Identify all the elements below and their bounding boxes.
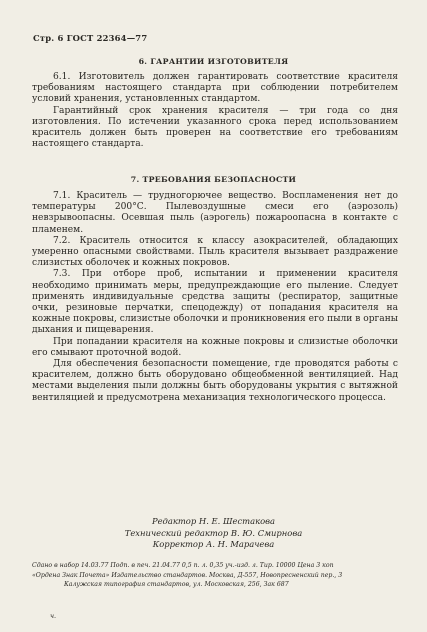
credit-role: Редактор <box>151 516 197 526</box>
credit-name: Н. Е. Шестакова <box>198 516 276 526</box>
credit-name: А. Н. Марачева <box>205 539 275 550</box>
section-6-body <box>32 72 398 150</box>
editorial-credits <box>0 516 427 551</box>
imprint-line: Калужская типография стандартов, ул. Московская, 256, Зак 687 <box>64 581 289 589</box>
paragraph: 7.3. При отборе проб, испытании и применении красителя необходимо принимать меры, предупреждающие его пыление. Следует применять индивидуальные средства защиты (респиратор, защитные очки, резиновые перчатки, спецодежду) от попадания красителя на кожные покровы, слизистые оболочки и проникновения его пыли в органы дыхания и пищеварения. <box>32 269 398 336</box>
imprint <box>32 561 400 590</box>
section-7-body <box>32 191 398 404</box>
section-6-title: 6. ГАРАНТИИ ИЗГОТОВИТЕЛЯ <box>138 57 289 66</box>
credit-corrector <box>0 539 427 551</box>
paragraph: При попадании красителя на кожные покровы и слизистые оболочки его смывают проточной водой. <box>32 336 398 358</box>
credit-tech-editor <box>0 528 427 540</box>
paragraph: Для обеспечения безопасности помещение, где проводятся работы с красителем, должно быть оборудовано общеобменной вентиляцией. Над местами выделения пыли должны быть оборудованы укрытия с вытяжной вентиляцией и предусмотрена механизация технологического процесса. <box>32 359 398 403</box>
paragraph: 6.1. Изготовитель должен гарантировать соответствие красителя требованиям настоящего стандарта при соблюдении потребителем условий хранения, установленных стандартом. <box>32 72 398 105</box>
footer-mark: ч. <box>50 612 57 620</box>
credit-editor <box>0 516 427 528</box>
section-7-title: 7. ТРЕБОВАНИЯ БЕЗОПАСНОСТИ <box>130 175 297 184</box>
credit-role: Технический редактор <box>124 527 229 538</box>
imprint-line: «Ордена Знак Почета» Издательство стандартов. Москва, Д-557, Новопресненский пер., 3 <box>32 571 343 579</box>
page-header: Стр. 6 ГОСТ 22364—77 <box>33 33 148 43</box>
credit-role: Корректор <box>152 539 204 550</box>
credit-name: В. Ю. Смирнова <box>230 527 303 538</box>
paragraph: Гарантийный срок хранения красителя — три года со дня изготовления. По истечении указанного срока перед использованием краситель должен быть проверен на соответствие его требованиям настоящего стандарта. <box>32 105 398 150</box>
imprint-line: Сдано в набор 14.03.77 Подп. в печ. 21.04.77 0,5 п. л. 0,35 уч.-изд. л. Тир. 10000 Цена 3 коп <box>32 562 334 569</box>
paragraph: 7.2. Краситель относится к классу азокрасителей, обладающих умеренно опасными свойствами. Пыль красителя вызывает раздражение слизистых оболочек и кожных покровов. <box>32 235 398 269</box>
paragraph: 7.1. Краситель — трудногорючее вещество. Воспламенения нет до температуры 200°С. Пылевоздушные смеси его (аэрозоль) невзрывоопасны. Осевшая пыль (аэрогель) пожароопасна в контакте с пламенем. <box>32 191 398 235</box>
